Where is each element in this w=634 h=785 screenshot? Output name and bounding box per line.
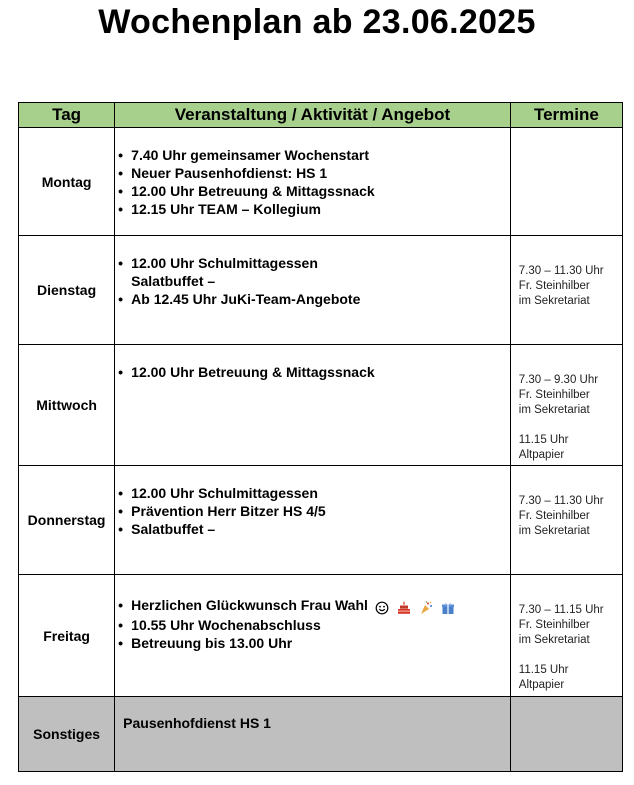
- list-item: • Betreuung bis 13.00 Uhr: [118, 635, 293, 652]
- table-row: [19, 236, 623, 345]
- dates-cell: 7.30 – 9.30 Uhr Fr. Steinhilber im Sekretariat 11.15 Uhr Altpapier: [510, 345, 622, 466]
- header-day: Tag: [19, 103, 115, 128]
- list-item: • Salatbuffet –: [118, 521, 216, 537]
- table-row: [19, 345, 623, 466]
- list-item: • Herzlichen Glückwunsch Frau Wahl: [131, 595, 510, 616]
- activity-cell: [115, 128, 511, 236]
- header-activity: Veranstaltung / Aktivität / Angebot: [115, 103, 511, 128]
- list-item: • 12.00 Uhr Betreuung & Mittagssnack: [118, 183, 375, 199]
- list-item: • 12.00 Uhr Betreuung & Mittagssnack: [118, 364, 375, 380]
- list-item: • 12.00 Uhr Schulmittagessen Salatbuffet –: [131, 254, 510, 290]
- gift-icon: [441, 601, 455, 615]
- table-row: [19, 128, 623, 236]
- note-text: Pausenhofdienst HS 1: [123, 715, 271, 731]
- header-dates: Termine: [510, 103, 622, 128]
- activity-cell: [115, 345, 511, 466]
- list-item: • 10.55 Uhr Wochenabschluss: [118, 617, 321, 634]
- dates-cell: [510, 128, 622, 236]
- list-item-continuation: Salatbuffet –: [131, 273, 216, 289]
- day-cell: Mittwoch: [19, 345, 115, 466]
- day-cell: Montag: [19, 128, 115, 236]
- list-item: • Neuer Pausenhofdienst: HS 1: [118, 165, 328, 181]
- list-item: • 12.15 Uhr TEAM – Kollegium: [118, 201, 321, 217]
- dates-cell: 7.30 – 11.30 Uhr Fr. Steinhilber im Sekretariat: [510, 236, 622, 345]
- cake-icon: [397, 601, 411, 615]
- party-popper-icon: [419, 601, 433, 615]
- day-cell: Donnerstag: [19, 466, 115, 575]
- list-item: • 7.40 Uhr gemeinsamer Wochenstart: [118, 147, 369, 163]
- activity-cell: [115, 466, 511, 575]
- weekly-plan-table: [18, 102, 623, 772]
- page-title: Wochenplan ab 23.06.2025: [98, 3, 536, 41]
- emoji-group: [371, 596, 455, 616]
- activity-cell: [115, 575, 511, 697]
- dates-cell: 7.30 – 11.30 Uhr Fr. Steinhilber im Sekretariat: [510, 466, 622, 575]
- day-cell: Dienstag: [19, 236, 115, 345]
- day-cell: Sonstiges: [19, 697, 115, 772]
- dates-cell: [510, 697, 622, 772]
- table-header-row: [19, 103, 623, 128]
- day-cell: Freitag: [19, 575, 115, 697]
- list-item: • Prävention Herr Bitzer HS 4/5: [118, 503, 326, 519]
- list-item: • 12.00 Uhr Schulmittagessen: [118, 485, 318, 501]
- table-row: [19, 575, 623, 697]
- list-item: • Ab 12.45 Uhr JuKi-Team-Angebote: [118, 291, 361, 307]
- table-row: [19, 697, 623, 772]
- activity-cell: [115, 236, 511, 345]
- activity-cell: [115, 697, 511, 772]
- smiley-icon: [375, 601, 389, 615]
- table-row: [19, 466, 623, 575]
- dates-cell: 7.30 – 11.15 Uhr Fr. Steinhilber im Sekretariat 11.15 Uhr Altpapier: [510, 575, 622, 697]
